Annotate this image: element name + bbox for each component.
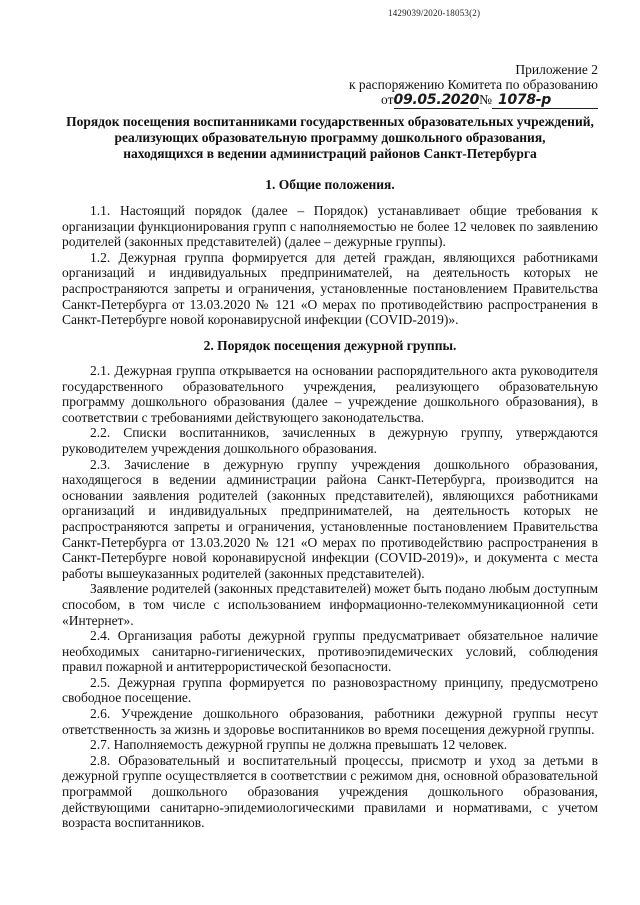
paragraph: 2.6. Учреждение дошкольного образования, работники дежурной группы несут ответственность за жизнь и здоровье воспитанников во время посещения дежурной группы. [62, 706, 598, 737]
appendix-label: Приложение 2 [515, 62, 598, 77]
paragraph: 2.2. Списки воспитанников, зачисленных в дежурную группу, утверждаются руководителем учреждения дошкольного образования. [62, 425, 598, 456]
section-1-heading: 1. Общие положения. [265, 177, 395, 192]
paragraph: 2.1. Дежурная группа открывается на основании распорядительного акта руководителя государственного образовательного учреждения, реализующего образовательную программу дошкольного образования (далее – учреждение дошкольного образования), в соответствии с требованиями действующего законодательства. [62, 363, 598, 425]
section-1-body [62, 203, 598, 328]
title-line: находящихся в ведении администраций районов Санкт-Петербурга [123, 146, 537, 161]
paragraph: 2.5. Дежурная группа формируется по разновозрастному принципу, предусмотрено свободное посещение. [62, 674, 598, 706]
handwritten-date: 09.05.2020 [393, 92, 480, 108]
document-title [60, 114, 600, 162]
paragraph: 2.4. Организация работы дежурной группы предусматривает обязательное наличие необходимых санитарно-гигиенических, противоэпидемических условий, соблюдения правил пожарной и антитеррористической безопасности. [62, 628, 598, 675]
paragraph: 1.1. Настоящий порядок (далее – Порядок) устанавливает общие требования к организации функционирования групп с наполняемостью не более 12 человек по заявлению родителей (законных представителей) (далее – дежурные группы). [62, 203, 598, 250]
paragraph: 2.8. Образовательный и воспитательный процессы, присмотр и уход за детьми в дежурной группе осуществляется в соответствии с режимом дня, основной образовательной программой дошкольного образования учреждения дошкольного образования, действующими санитарно-эпидемиологическими правилами и нормативами, с учетом возраста воспитанников. [62, 752, 598, 831]
appendix-reference: к распоряжению Комитета по образованию [348, 77, 598, 92]
handwritten-number: 1078-р [492, 93, 598, 109]
paragraph: 2.7. Наполняемость дежурной группы не должна превышать 12 человек. [90, 737, 508, 753]
title-line: реализующих образовательную программу дошкольного образования, [114, 130, 546, 145]
document-id: 1429039/2020-18053(2) [388, 8, 481, 18]
appendix-header [349, 62, 598, 109]
paragraph: 1.2. Дежурная группа формируется для детей граждан, являющихся работниками организаций и индивидуальных предпринимателей, на деятельность которых не распространяются запреты и ограничения, установленные постановлением Правительства Санкт-Петербурга от 13.03.2020 № 121 «О мерах по противодействию распространения в Санкт-Петербурге новой коронавирусной инфекции (COVID-2019)». [62, 249, 598, 328]
title-line: Порядок посещения воспитанниками государственных образовательных учреждений, [66, 114, 594, 129]
number-prefix: № [479, 92, 492, 107]
section-2-body [62, 363, 598, 831]
date-prefix: от [381, 92, 394, 107]
section-2-heading: 2. Порядок посещения дежурной группы. [203, 338, 457, 353]
paragraph: Заявление родителей (законных представителей) может быть подано любым доступным способом, в том числе с использованием информационно-телекоммуникационной сети «Интернет». [62, 581, 598, 628]
paragraph: 2.3. Зачисление в дежурную группу учреждения дошкольного образования, находящегося в ведении администрации района Санкт-Петербурга, производится на основании заявления родителей (законных представителей), являющихся работниками организаций и индивидуальных предпринимателей, на деятельность которых не распространяются запреты и ограничения, установленные постановлением Правительства Санкт-Петербурга от 13.03.2020 № 121 «О мерах по противодействию распространения в Санкт-Петербурге новой коронавирусной инфекции (COVID-2019)», и документа с места работы вышеуказанных родителей (законных представителей). [62, 456, 598, 581]
appendix-date-number [381, 92, 598, 109]
